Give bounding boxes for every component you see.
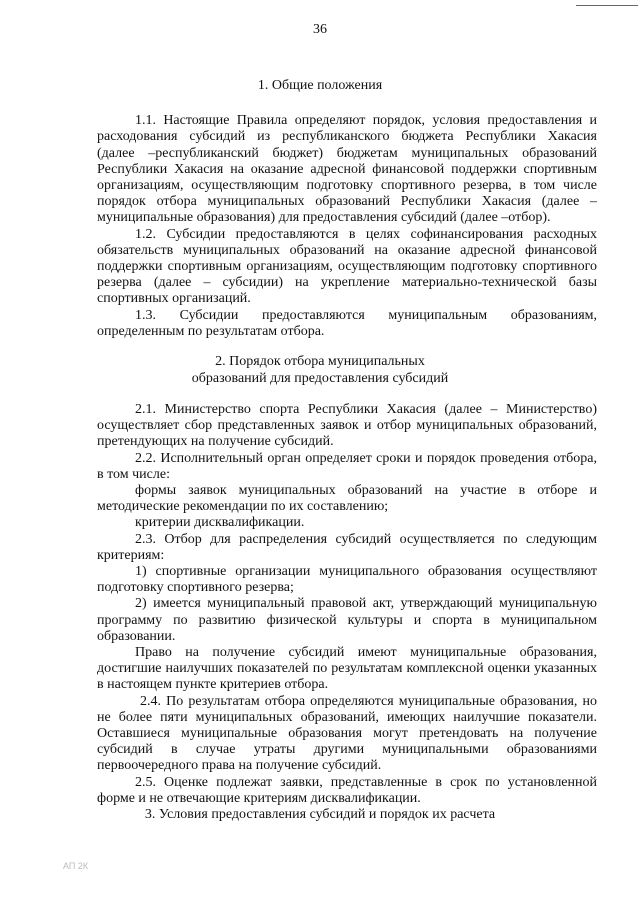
text-line: достигшие наилучших показателей по результатам комплексной оценки указанных — [97, 661, 597, 677]
text-line: в настоящем пункте критериев отбора. — [97, 677, 329, 693]
text-line: в том числе: — [97, 466, 170, 482]
text-line: субсидий в случае утраты другими муниципальными образованиями — [97, 742, 597, 758]
page-number: 36 — [313, 22, 327, 37]
section-2-heading-cont: образований для предоставления субсидий — [191, 370, 449, 386]
text-line: 1.1. Настоящие Правила определяют порядок, условия предоставления и — [135, 113, 597, 129]
text-line: 1) спортивные организации муниципального образования осуществляют — [135, 564, 597, 579]
text-line: методические рекомендации по их составлению; — [97, 499, 389, 515]
text-line: критерии дисквалификации. — [135, 515, 305, 531]
text-line: 1.3. Субсидии предоставляются муниципальным образованиям, — [135, 307, 597, 323]
text-line: (далее –республиканский бюджет) бюджетам муниципальных образований — [97, 145, 597, 161]
text-line: порядок отбора муниципальных образований Республики Хакасия (далее – — [97, 194, 597, 210]
text-line: программу по развитию физической культуры и спорта в муниципальном — [97, 612, 597, 628]
text-line: 1.2. Субсидии предоставляются в целях софинансирования расходных — [135, 226, 597, 242]
text-line: Право на получение субсидий имеют муниципальные образования, — [135, 645, 597, 660]
text-line: организациям, осуществляющим подготовку спортивного резерва, в том числе — [97, 177, 597, 193]
text-line: обязательств муниципальных образований на оказание адресной финансовой — [97, 242, 597, 258]
text-line: 2.1. Министерство спорта Республики Хакасия (далее – Министерство) — [135, 402, 597, 417]
text-line: 2.3. Отбор для распределения субсидий осуществляется по следующим — [135, 531, 597, 547]
text-line: первоочередного права на получение субсидий. — [97, 758, 382, 774]
text-line: расходования субсидий из республиканского бюджета Республики Хакасия — [97, 129, 597, 145]
scan-mark — [576, 5, 638, 6]
text-line: осуществляет сбор представленных заявок и отбор муниципальных образований, — [97, 418, 597, 434]
section-3-heading: 3. Условия предоставления субсидий и порядок их расчета — [144, 807, 496, 822]
text-line: муниципальные образования) для предоставления субсидий (далее –отбор). — [97, 210, 551, 226]
text-line: 2.2. Исполнительный орган определяет сроки и порядок проведения отбора, — [135, 450, 597, 466]
text-line: Оставшиеся муниципальные образования могут претендовать на получение — [97, 726, 597, 741]
text-line: претендующих на получение субсидий. — [97, 434, 334, 450]
text-line: 2) имеется муниципальный правовой акт, утверждающий муниципальную — [135, 596, 597, 612]
text-line: критериям: — [97, 547, 165, 563]
text-line: не более пяти муниципальных образований, имеющих наилучшие показатели. — [97, 709, 597, 725]
text-line: поддержки спортивным организациям, осуществляющим подготовку спортивного — [97, 258, 597, 274]
text-line: резерва (далее – субсидии) на укрепление материально-технической базы — [97, 275, 597, 291]
stamp-text: АП 2К — [63, 861, 89, 871]
text-line: образовании. — [97, 628, 176, 644]
text-line: спортивных организаций. — [97, 291, 251, 307]
text-line: форме и не отвечающие критериям дисквалификации. — [97, 790, 421, 806]
text-line: Республики Хакасия на оказание адресной финансовой поддержки спортивным — [97, 161, 597, 177]
section-1-heading: 1. Общие положения — [257, 78, 383, 93]
section-2-heading: 2. Порядок отбора муниципальных — [215, 354, 425, 370]
text-line: подготовку спортивного резерва; — [97, 580, 294, 596]
text-line: формы заявок муниципальных образований на участие в отборе и — [135, 483, 597, 498]
text-line: 2.4. По результатам отбора определяются муниципальные образования, но — [140, 693, 597, 709]
text-line: определенным по результатам отбора. — [97, 323, 325, 339]
text-line: 2.5. Оценке подлежат заявки, представленные в срок по установленной — [135, 774, 597, 790]
